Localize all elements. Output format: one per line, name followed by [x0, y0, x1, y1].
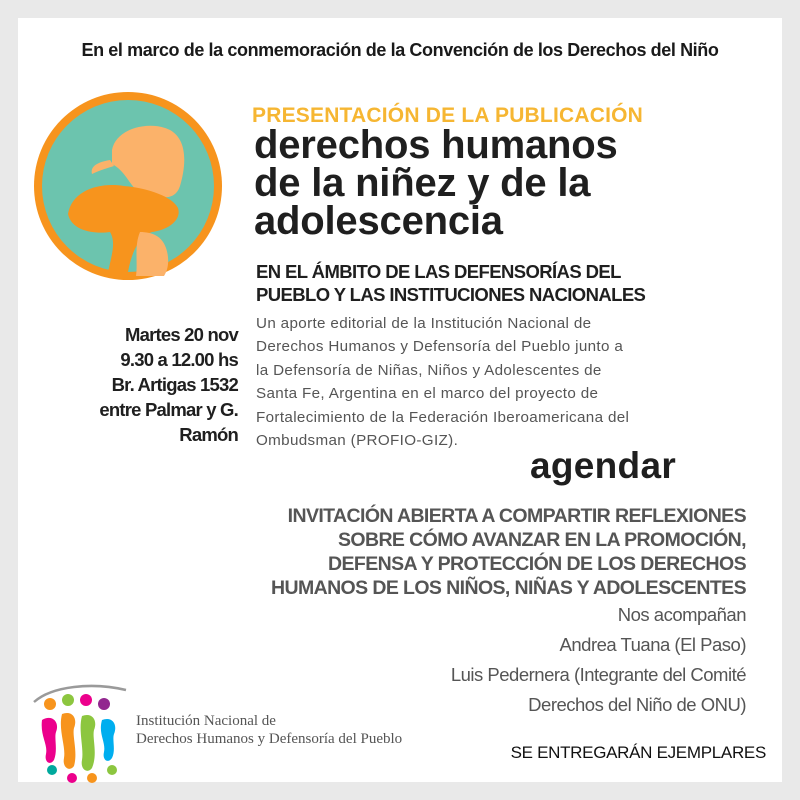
description-line: Fortalecimiento de la Federación Iberoamericana del: [256, 408, 630, 426]
guest-item: Andrea Tuana (El Paso): [559, 634, 746, 655]
subtitle-line: EN EL ÁMBITO DE LAS DEFENSORÍAS DEL: [256, 261, 621, 282]
colorful-figures-logo-icon: [32, 678, 132, 793]
flyer-card: [18, 18, 782, 782]
guest-item: Luis Pedernera (Integrante del Comité: [450, 664, 746, 685]
guests-list: [451, 600, 746, 720]
subtitle-line: PUEBLO Y LAS INSTITUCIONES NACIONALES: [256, 284, 646, 305]
title-line: de la niñez y de la: [254, 161, 591, 205]
description-line: Ombudsman (PROFIO-GIZ).: [256, 432, 459, 450]
description-line: Un aporte editorial de la Institución Nacional de: [256, 315, 592, 332]
event-address-detail: Ramón: [179, 424, 238, 445]
child-silhouette-circle-logo-icon: [28, 86, 228, 291]
invitation-text: [271, 504, 746, 600]
publication-description: [256, 312, 756, 452]
title-line: derechos humanos: [254, 123, 618, 167]
publication-kicker: PRESENTACIÓN DE LA PUBLICACIÓN: [252, 104, 644, 127]
publication-subtitle: [256, 260, 645, 306]
guest-item: Derechos del Niño de ONU): [528, 694, 746, 715]
event-time: 9.30 a 12.00 hs: [120, 349, 238, 370]
event-address: Br. Artigas 1532: [111, 374, 238, 395]
invitation-line: INVITACIÓN ABIERTA A COMPARTIR REFLEXIONES: [287, 505, 746, 527]
header-line: En el marco de la conmemoración de la Convención de los Derechos del Niño: [81, 40, 719, 60]
guests-heading: Nos acompañan: [617, 604, 746, 625]
event-address-detail: entre Palmar y G.: [99, 399, 238, 420]
event-date: Martes 20 nov: [125, 324, 238, 345]
description-line: la Defensoría de Niñas, Niños y Adolescentes de: [256, 361, 602, 379]
invitation-line: SOBRE CÓMO AVANZAR EN LA PROMOCIÓN,: [337, 529, 746, 551]
institution-name: [136, 712, 402, 748]
publication-title: [254, 123, 618, 243]
event-details: [38, 322, 238, 447]
description-line: Derechos Humanos y Defensoría del Pueblo junto a: [256, 338, 624, 356]
description-line: Santa Fe, Argentina en el marco del proyecto de: [256, 385, 599, 403]
institution-name-line: Derechos Humanos y Defensoría del Pueblo: [136, 731, 403, 747]
closing-note: SE ENTREGARÁN EJEMPLARES: [510, 743, 766, 762]
invitation-line: HUMANOS DE LOS NIÑOS, NIÑAS Y ADOLESCENTES: [270, 577, 746, 599]
title-line: adolescencia: [254, 199, 503, 243]
invitation-line: DEFENSA Y PROTECCIÓN DE LOS DERECHOS: [328, 553, 746, 575]
agendar-heading: agendar: [530, 445, 677, 486]
institution-name-line: Institución Nacional de: [136, 713, 276, 729]
